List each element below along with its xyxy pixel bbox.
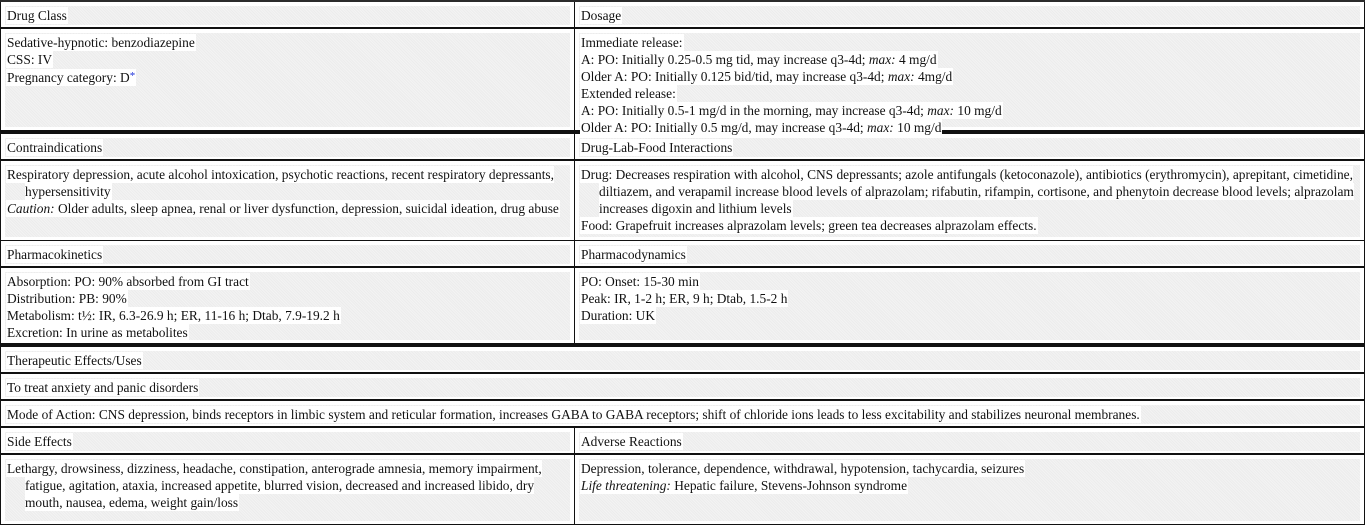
row-pk-pd-header xyxy=(0,241,1365,268)
pharmacokinetics-body-cell xyxy=(0,268,574,344)
caution-label: Caution: xyxy=(7,201,55,216)
life-threatening-label: Life threatening: xyxy=(581,478,671,493)
side-effects-header-cell xyxy=(0,428,574,455)
dosage-ir-label: Immediate release: xyxy=(581,35,683,50)
contraindications-header: Contraindications xyxy=(7,140,103,155)
pd-duration: Duration: UK xyxy=(581,308,656,323)
pk-absorption: Absorption: PO: 90% absorbed from GI tract xyxy=(7,274,249,289)
pharmacodynamics-body-cell xyxy=(574,268,1365,344)
row-contraindications-interactions-body xyxy=(0,161,1365,241)
pharmacodynamics-header-cell xyxy=(574,241,1365,268)
row-pk-pd-body xyxy=(0,268,1365,347)
pd-peak: Peak: IR, 1-2 h; ER, 9 h; Dtab, 1.5-2 h xyxy=(581,291,788,306)
row-side-adverse-header xyxy=(0,428,1365,455)
drug-class-body-cell xyxy=(0,29,574,131)
row-therapeutic-uses xyxy=(0,374,1365,401)
row-mode-of-action xyxy=(0,401,1365,428)
pk-distribution: Distribution: PB: 90% xyxy=(7,291,127,306)
pharmacokinetics-header: Pharmacokinetics xyxy=(7,247,103,262)
dosage-er-adult: A: PO: Initially 0.5-1 mg/d in the morning, may increase q3-4d; max: 10 mg/d xyxy=(581,103,1002,118)
row-side-adverse-body xyxy=(0,455,1365,525)
side-effects-header: Side Effects xyxy=(7,434,72,449)
therapeutic-header: Therapeutic Effects/Uses xyxy=(7,353,142,368)
dosage-body-cell xyxy=(574,29,1365,135)
adverse-reactions-header-cell xyxy=(574,428,1365,455)
side-effects-body-cell xyxy=(0,455,574,525)
dosage-er-older-adult: Older A: PO: Initially 0.5 mg/d, may increase q3-4d; max: 10 mg/d xyxy=(581,120,942,135)
row-therapeutic-header xyxy=(0,347,1365,374)
drug-interactions-text: Drug: Decreases respiration with alcohol, CNS depressants; azole antifungals (ketoconazole), antibiotics (erythromycin), aprepitant, cimetidine, diltiazem, and verapamil increase blood levels of alprazolam; rifabutin, rifampin, cortisone, and phenytoin decrease blood levels; alprazolam increases digoxin and lithium levels xyxy=(581,167,1354,216)
drug-class-header-cell xyxy=(0,2,574,29)
side-effects-text: Lethargy, drowsiness, dizziness, headache, constipation, anterograde amnesia, memory impairment, fatigue, agitation, ataxia, increased appetite, blurred vision, decreased and increased libido, dry mouth, nausea, edema, weight gain/loss xyxy=(7,461,542,510)
caution-text: Older adults, sleep apnea, renal or liver dysfunction, depression, suicidal ideation, drug abuse xyxy=(54,201,559,216)
interactions-header: Drug-Lab-Food Interactions xyxy=(581,140,733,155)
interactions-body-cell xyxy=(574,161,1365,241)
interactions-header-cell xyxy=(574,134,1365,161)
dosage-ir-older-adult: Older A: PO: Initially 0.125 bid/tid, may increase q3-4d; max: 4mg/d xyxy=(581,69,953,84)
dosage-ir-adult: A: PO: Initially 0.25-0.5 mg tid, may increase q3-4d; max: 4 mg/d xyxy=(581,52,937,67)
css-schedule-line: CSS: IV xyxy=(7,52,53,67)
dosage-header-cell xyxy=(574,2,1365,29)
pharmacodynamics-header: Pharmacodynamics xyxy=(581,247,686,262)
drug-class-line: Sedative-hypnotic: benzodiazepine xyxy=(7,35,195,50)
drug-class-header: Drug Class xyxy=(7,8,67,23)
mode-of-action: Mode of Action: CNS depression, binds receptors in limbic system and reticular formation, increases GABA to GABA receptors; shift of chloride ions leads to less excitability and stabilizes neuronal membranes. xyxy=(7,407,1140,422)
row-contraindications-interactions-header xyxy=(0,134,1365,161)
pregnancy-category: Pregnancy category: D xyxy=(7,70,130,85)
therapeutic-header-cell xyxy=(0,347,1365,374)
contraindications-body-cell xyxy=(0,161,574,241)
pk-metabolism: Metabolism: t½: IR, 6.3-26.9 h; ER, 11-16 h; Dtab, 7.9-19.2 h xyxy=(7,308,340,323)
pregnancy-footnote-marker[interactable]: * xyxy=(129,70,136,82)
adverse-reactions-body-cell xyxy=(574,455,1365,525)
contraindications-header-cell xyxy=(0,134,574,161)
row-drug-class-dosage-body xyxy=(0,29,1365,134)
pharmacokinetics-header-cell xyxy=(0,241,574,268)
therapeutic-uses: To treat anxiety and panic disorders xyxy=(7,380,199,395)
dosage-er-label: Extended release: xyxy=(581,86,676,101)
mode-of-action-cell xyxy=(0,401,1365,428)
row-drug-class-dosage-header xyxy=(0,2,1365,29)
adverse-reactions-header: Adverse Reactions xyxy=(581,434,682,449)
food-interactions-text: Food: Grapefruit increases alprazolam levels; green tea decreases alprazolam effects. xyxy=(581,218,1037,233)
life-threatening-text: Hepatic failure, Stevens-Johnson syndrome xyxy=(670,478,908,493)
adverse-reactions-text: Depression, tolerance, dependence, withdrawal, hypotension, tachycardia, seizures xyxy=(581,461,1025,476)
contraindications-text: Respiratory depression, acute alcohol intoxication, psychotic reactions, recent respiratory depressants, hypersensitivity xyxy=(7,167,554,199)
therapeutic-uses-cell xyxy=(0,374,1365,401)
dosage-header: Dosage xyxy=(581,8,622,23)
pk-excretion: Excretion: In urine as metabolites xyxy=(7,325,188,340)
pd-onset: PO: Onset: 15-30 min xyxy=(581,274,699,289)
